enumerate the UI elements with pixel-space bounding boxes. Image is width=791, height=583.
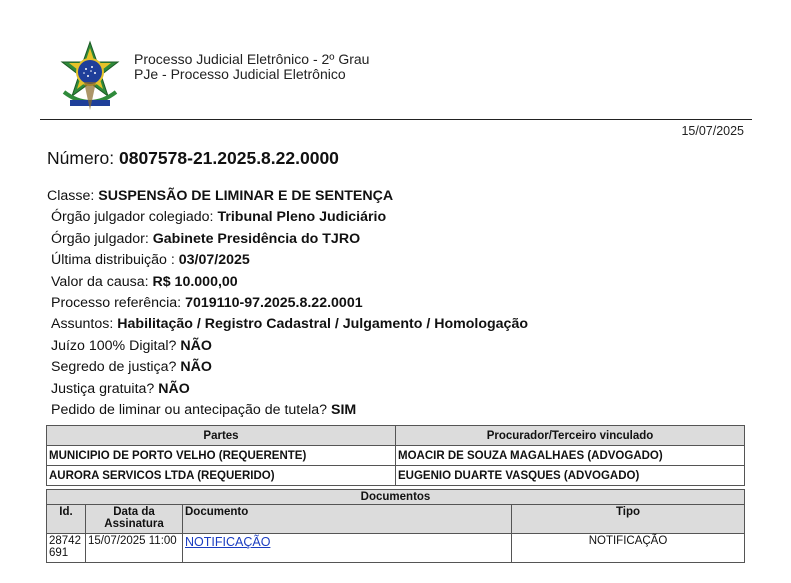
document-link[interactable]: NOTIFICAÇÃO: [185, 535, 271, 549]
table-row: [47, 446, 745, 466]
field-valor-causa: Valor da causa: R$ 10.000,00: [51, 273, 238, 290]
table-row: [47, 534, 745, 563]
parte-cell: MUNICIPIO DE PORTO VELHO (REQUERENTE): [47, 446, 396, 466]
brazil-coat-of-arms-icon: [54, 40, 126, 116]
documentos-table: [46, 489, 745, 563]
partes-table: [46, 425, 745, 486]
process-number-value: 0807578-21.2025.8.22.0000: [118, 148, 339, 168]
process-fields: [47, 186, 528, 421]
partes-header-row: [47, 426, 745, 446]
header-title: Processo Judicial Eletrônico - 2º Grau: [134, 51, 370, 67]
field-pedido-liminar: Pedido de liminar ou antecipação de tutela? SIM: [51, 401, 357, 418]
field-segredo-justica: Segredo de justiça? NÃO: [51, 359, 212, 376]
documentos-header-row: [47, 505, 745, 534]
process-number-label: Número:: [47, 148, 115, 168]
table-row: [47, 466, 745, 486]
field-orgao-julgador: Órgão julgador: Gabinete Presidência do TJRO: [51, 230, 361, 247]
procurador-cell: EUGENIO DUARTE VASQUES (ADVOGADO): [396, 466, 745, 486]
documento-header: Documento: [183, 505, 512, 534]
field-assuntos: Assuntos: Habilitação / Registro Cadastral / Julgamento / Homologação: [51, 316, 529, 333]
parte-cell: AURORA SERVICOS LTDA (REQUERIDO): [47, 466, 396, 486]
field-orgao-colegiado: Órgão julgador colegiado: Tribunal Pleno Judiciário: [51, 209, 387, 226]
partes-header: Partes: [47, 426, 396, 446]
print-date: 15/07/2025: [681, 124, 744, 138]
header-divider: [40, 119, 752, 120]
procurador-cell: MOACIR DE SOUZA MAGALHAES (ADVOGADO): [396, 446, 745, 466]
id-header: Id.: [47, 505, 86, 534]
documentos-title: Documentos: [47, 490, 745, 505]
doc-id-cell: 28742 691: [47, 534, 86, 563]
field-justica-gratuita: Justiça gratuita? NÃO: [51, 380, 190, 397]
page-header: [54, 40, 754, 120]
procurador-header: Procurador/Terceiro vinculado: [396, 426, 745, 446]
doc-data-cell: 15/07/2025 11:00: [86, 534, 183, 563]
field-ultima-distribuicao: Última distribuição : 03/07/2025: [51, 252, 250, 269]
process-number: [47, 148, 339, 169]
field-processo-referencia: Processo referência: 7019110-97.2025.8.22.0001: [51, 294, 363, 311]
field-classe: Classe: SUSPENSÃO DE LIMINAR E DE SENTENÇA: [47, 188, 394, 204]
header-subtitle: PJe - Processo Judicial Eletrônico: [134, 66, 346, 82]
data-header: Data da Assinatura: [86, 505, 183, 534]
doc-tipo-cell: NOTIFICAÇÃO: [512, 534, 745, 563]
tipo-header: Tipo: [512, 505, 745, 534]
documentos-title-row: [47, 490, 745, 505]
doc-documento-cell: [183, 534, 512, 563]
field-juizo-digital: Juízo 100% Digital? NÃO: [51, 337, 212, 354]
